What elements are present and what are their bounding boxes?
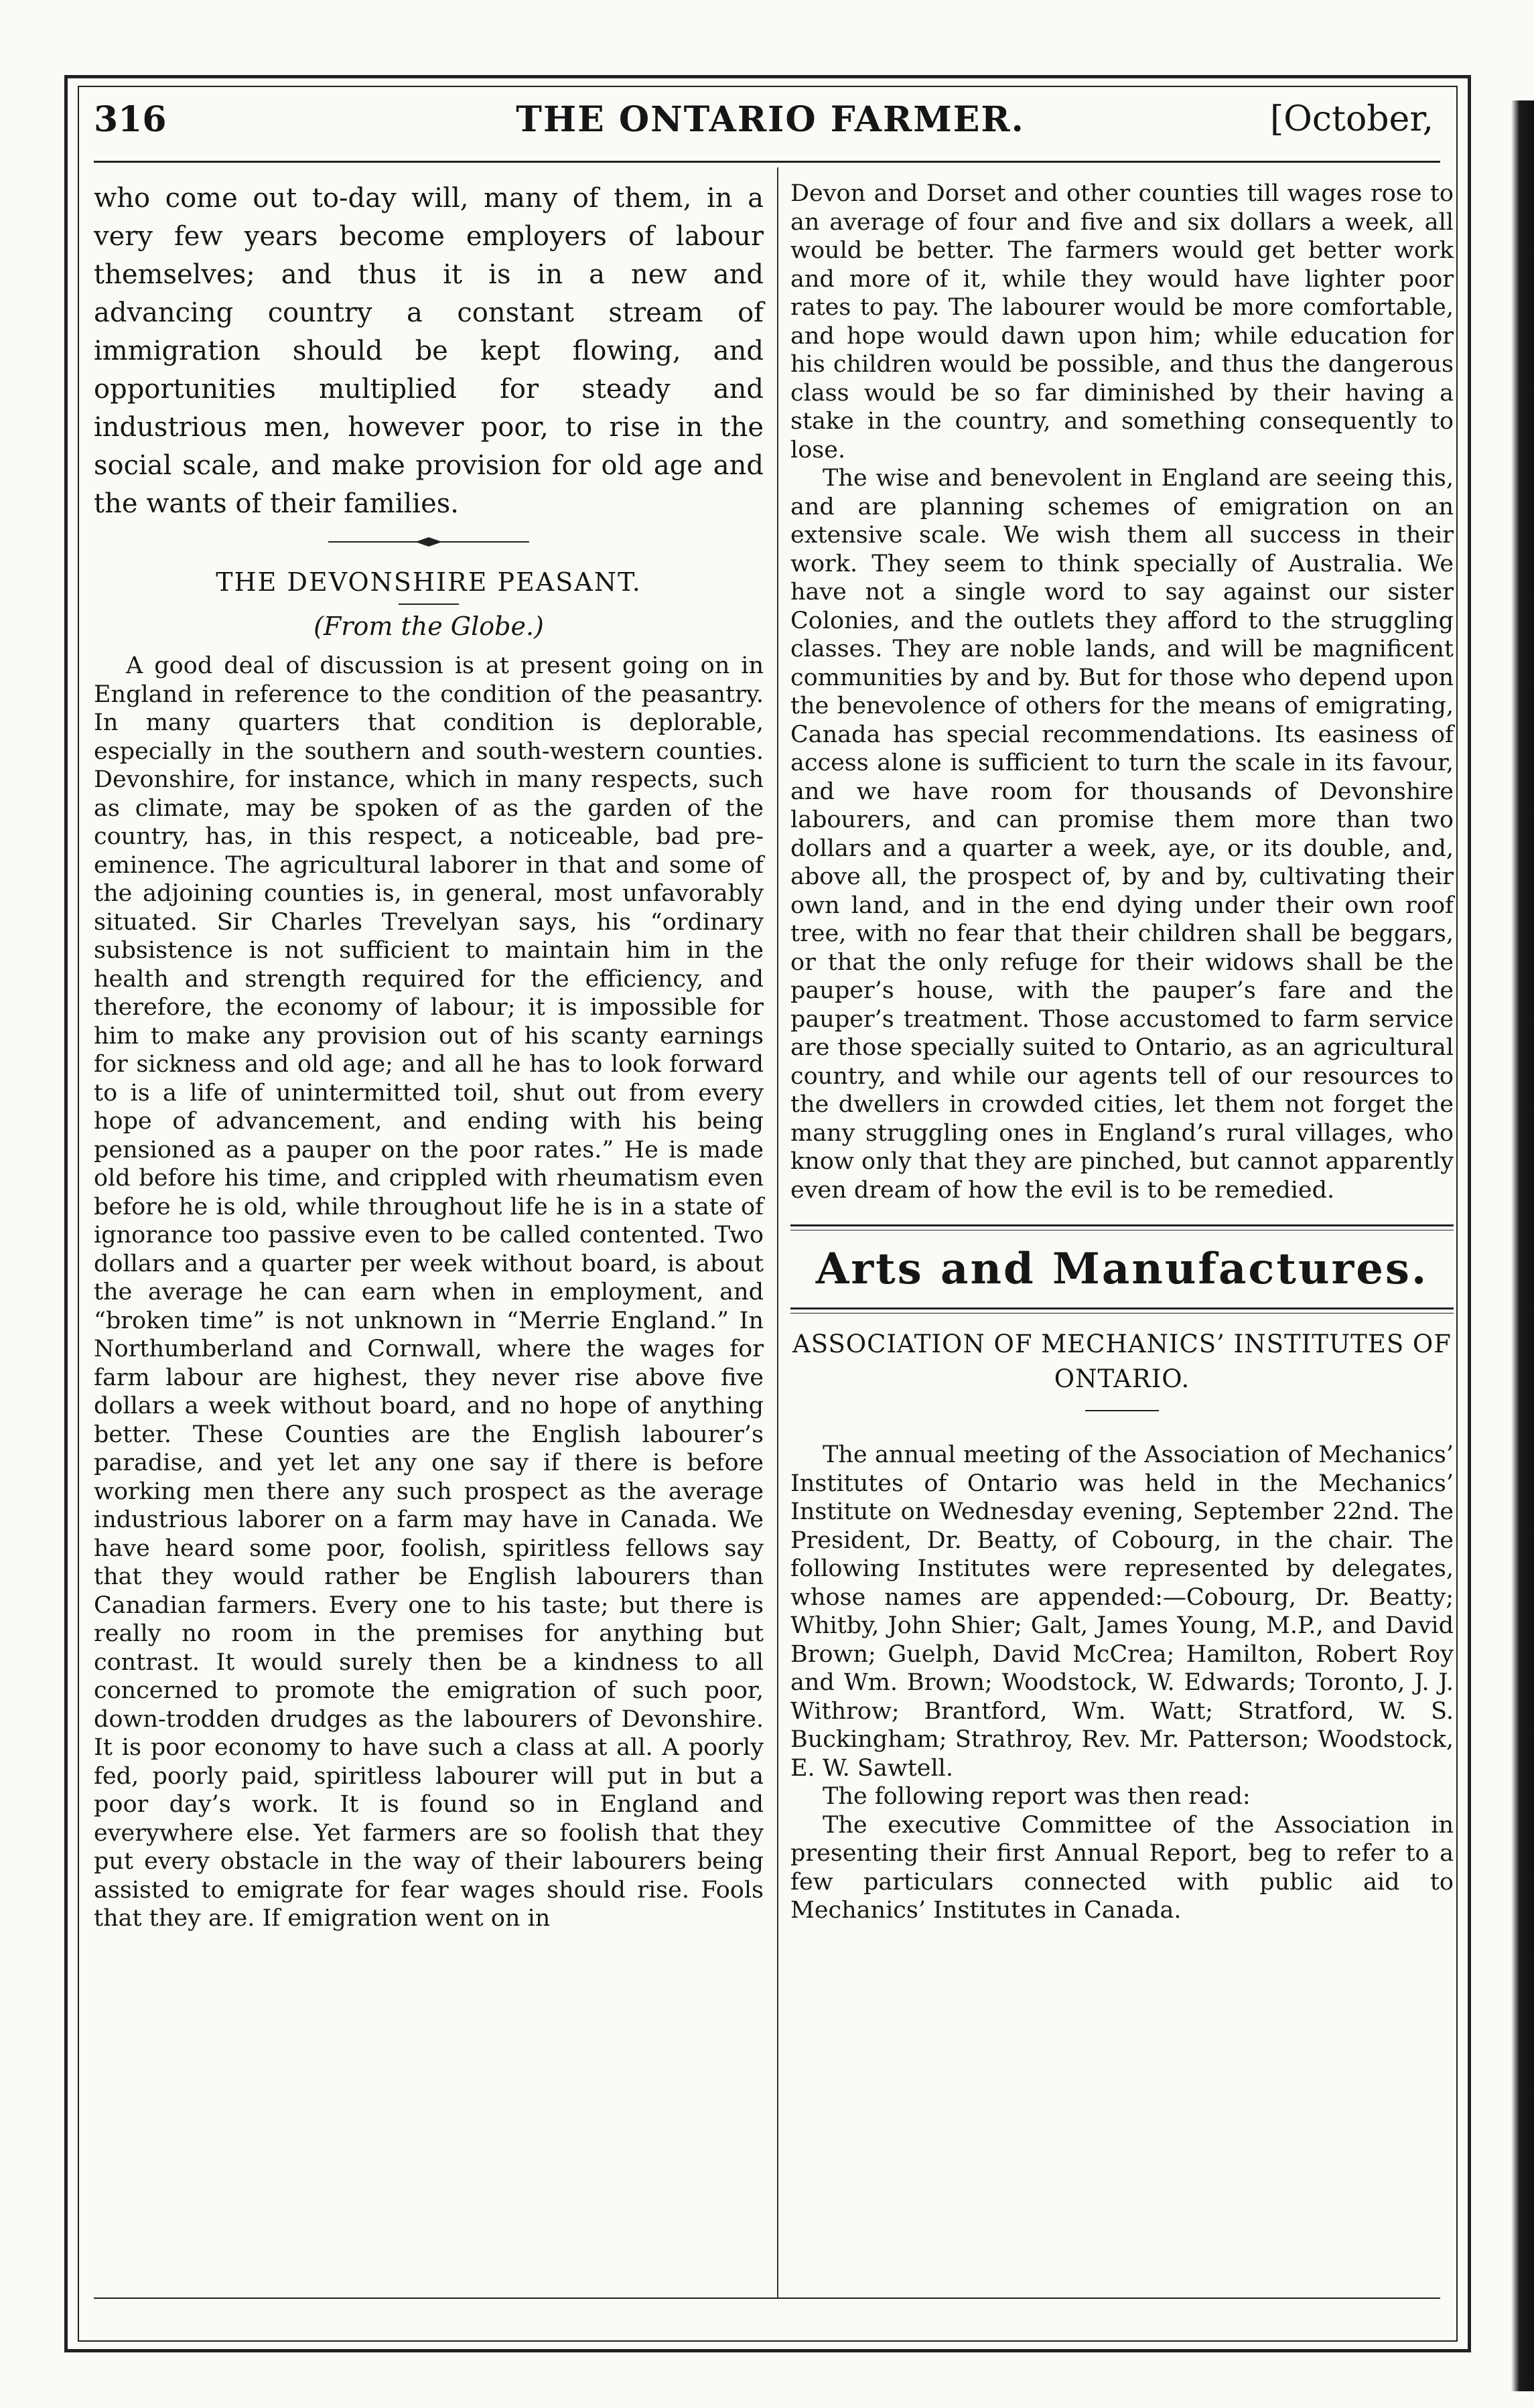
footer-rule	[94, 2297, 1440, 2299]
page-header	[94, 99, 1447, 153]
left-column	[94, 180, 764, 1933]
ornament-divider	[328, 537, 529, 547]
continued-paragraph: Devon and Dorset and other counties till wages rose to an average of four and five and six dollars a week, all would be better. The farmers would get better work and more of it, while they would have lighter poor rates to pay. The labourer would be more comfortable, and hope would dawn upon him; while education for his children would be possible, and thus the dangerous class would be so far diminished by their having a stake in the country, and something consequently to lose.	[790, 180, 1454, 464]
header-rule	[94, 161, 1440, 163]
article-title-mechanics: ASSOCIATION OF MECHANICS’ INSTITUTES OF ONTARIO.	[792, 1330, 1452, 1393]
article-body-mechanics: The annual meeting of the Association of Mechanics’ Institutes of Ontario was held in the Mechanics’ Institute on Wednesday evening, September 22nd. The President, Dr. Beatty, of Cobourg, in the chair. The following Institutes were represented by delegates, whose names are appended:—Cobourg, Dr. Beatty; Whitby, John Shier; Galt, James Young, M.P., and David Brown; Guelph, David McCrea; Hamilton, Robert Roy and Wm. Brown; Woodstock, W. Edwards; Toronto, J. J. Withrow; Brantford, Wm. Watt; Stratford, W. S. Buckingham; Strathroy, Rev. Mr. Patterson; Woodstock, E. W. Sawtell.	[790, 1441, 1454, 1782]
report-intro: The following report was then read:	[823, 1783, 1251, 1810]
page-number: 316	[94, 99, 167, 140]
title-rule-mechanics	[1085, 1410, 1159, 1411]
opening-paragraph: who come out to-day will, many of them, in a very few years become employers of labour themselves; and thus it is in a new and advancing country a constant stream of immigration should be kept flowing, and opportunities multiplied for steady and industrious men, however poor, to rise in the social scale, and make provision for old age and the wants of their families.	[94, 183, 764, 519]
running-title: THE ONTARIO FARMER.	[516, 99, 1025, 140]
section-band	[790, 1224, 1454, 1314]
month-label: [October,	[1270, 99, 1434, 139]
section-rule	[790, 1224, 1454, 1230]
emigration-paragraph: The wise and benevolent in England are seeing this, and are planning schemes of emigration on an extensive scale. We wish them all success in their work. They seem to think specially of Australia. We have not a single word to say against our sister Colonies, and the outlets they afford to the struggling classes. They are noble lands, and will be magnificent communities by and by. But for those who depend upon the benevolence of others for the means of emigrating, Canada has special recommendations. Its easiness of access alone is sufficient to turn the scale in its favour, and we have room for thousands of Devonshire labourers, and can promise them more than two dollars and a quarter a week, aye, or its double, and, above all, the prospect of, by and by, cultivating their own land, and in the end dying under their own roof tree, with no fear that their children shall be beggars, or that the only refuge for their widows shall be the pauper’s house, with the pauper’s fare and the pauper’s treatment. Those accustomed to farm service are those specially suited to Ontario, as an agricultural country, and while our agents tell of our resources to the dwellers in crowded cities, let them not forget the many struggling ones in England’s rural villages, who know only that they are pinched, but cannot apparently even dream of how the evil is to be remedied.	[790, 465, 1454, 1204]
title-rule	[399, 604, 459, 605]
article-title-devonshire: THE DEVONSHIRE PEASANT.	[216, 567, 642, 597]
article-body-devonshire: A good deal of discussion is at present going on in England in reference to the condition of the peasantry. In many quarters that condition is deplorable, especially in the southern and south-western counties. Devonshire, for instance, which in many respects, such as climate, may be spoken of as the garden of the country, has, in this respect, a noticeable, bad pre-eminence. The agricultural laborer in that and some of the adjoining counties is, in general, most unfavorably situated. Sir Charles Trevelyan says, his “ordinary subsistence is not sufficient to maintain him in the health and strength required for the efficiency, and therefore, the economy of labour; it is impossible for him to make any provision out of his scanty earnings for sickness and old age; and all he has to look forward to is a life of unintermitted toil, shut out from every hope of advancement, and ending with his being pensioned as a pauper on the poor rates.” He is made old before his time, and crippled with rheumatism even before he is old, while throughout life he is in a state of ignorance too passive even to be called contented. Two dollars and a quarter per week without board, is about the average he can earn when in employment, and “broken time” is not unknown in “Merrie England.” In Northumberland and Cornwall, where the wages for farm labour are highest, they never rise above five dollars a week without board, and no hope of anything better. These Counties are the English labourer’s paradise, and yet let any one say if there is before working men there any such prospect as the average industrious laborer on a farm may have in Canada. We have heard some poor, foolish, spiritless fellows say that they would rather be English labourers than Canadian farmers. Every one to his taste; but there is really no room in the premises for anything but contrast. It would surely then be a kindness to all concerned to promote the emigration of such poor, down-trodden drudges as the labourers of Devonshire. It is poor economy to have such a class at all. A poorly fed, poorly paid, spiritless labourer will put in but a poor day’s work. It is found so in England and everywhere else. Yet farmers are so foolish that they put every obstacle in the way of their labourers being assisted to emigrate for fear wages should rise. Fools that they are. If emigration went on in	[94, 652, 764, 1932]
section-rule-bottom	[790, 1307, 1454, 1314]
binding-shadow	[1511, 100, 1534, 2391]
report-body: The executive Committee of the Association in presenting their first Annual Report, beg to refer to a few particulars connected with public aid to Mechanics’ Institutes in Canada.	[790, 1811, 1454, 1924]
section-heading: Arts and Manufactures.	[815, 1244, 1429, 1294]
article-credit: (From the Globe.)	[313, 612, 544, 641]
right-column	[790, 180, 1454, 1925]
column-divider	[777, 167, 778, 2297]
